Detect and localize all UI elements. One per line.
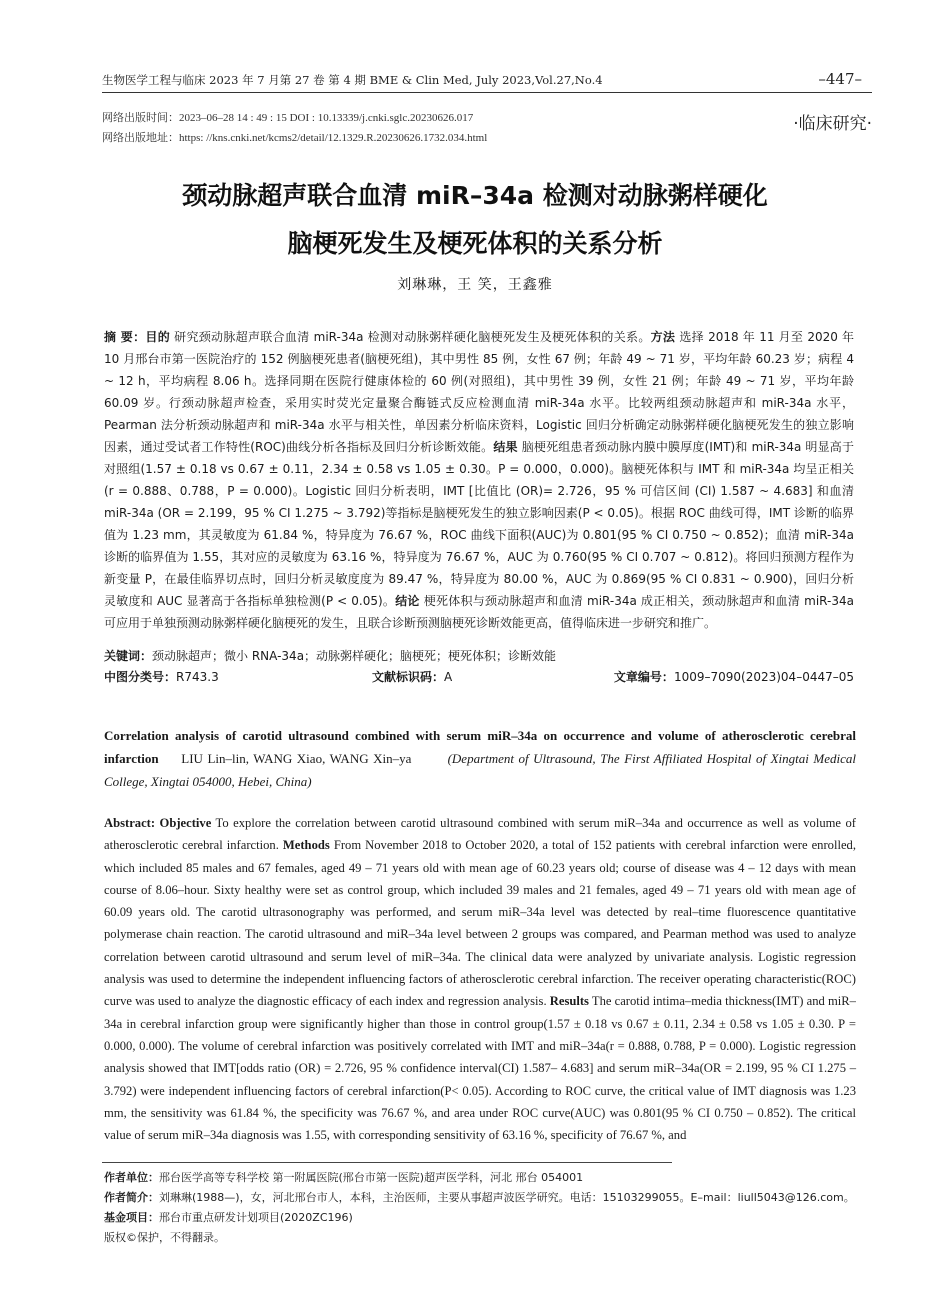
objective-text: 研究颈动脉超声联合血清 miR-34a 检测对动脉粥样硬化脑梗死发生及梗死体积的关系。 <box>170 330 651 344</box>
online-time: 网络出版时间：2023–06–28 14 : 49 : 15 DOI : 10.13339/j.cnki.sglc.20230626.017 <box>102 112 474 124</box>
fund-text: 邢台市重点研发计划项目(2020ZC196) <box>159 1211 353 1224</box>
title-line-1: 颈动脉超声联合血清 miR–34a 检测对动脉粥样硬化 <box>182 181 768 210</box>
methods-text: 选择 2018 年 11 月至 2020 年 10 月邢台市第一医院治疗的 152 例脑梗死患者(脑梗死组)，其中男性 85 例，女性 67 例；年龄 49 ~ 71 岁，平均年龄 60.23 岁；病程 4 ~ 12 h，平均病程 8.06 h。选择同期在医院行健康体检的 60 例(对照组)，其中男性 39 例，女性 21 例；年龄 49 ~ 71 岁，平均年龄 60.09 岁。行颈动脉超声检查，采用实时荧光定量聚合酶链式反应检测血清 miR-34a 水平。比较两组颈动脉超声和 miR-34a 水平，Pearman 法分析颈动脉超声和 miR-34a 水平与相关性，单因素分析临床资料，Logistic 回归分析确定动脉粥样硬化脑梗死发生的独立影响因素，通过受试者工作特性(ROC)曲线分析各指标及回归分析诊断效能。 <box>104 330 854 454</box>
en-results-label: Results <box>549 994 589 1009</box>
article-number <box>614 668 854 685</box>
english-authors: LIU Lin–lin, WANG Xiao, WANG Xin–ya <box>181 751 412 766</box>
article-label: 文章编号： <box>613 670 674 684</box>
results-text: 脑梗死组患者颈动脉内膜中膜厚度(IMT)和 miR-34a 明显高于对照组(1.57 ± 0.18 vs 0.67 ± 0.11，2.34 ± 0.58 vs 1.05 ± 0.30。P = 0.000，0.000)。脑梗死体积与 IMT 和 miR-34a 均呈正相关(r = 0.888、0.788，P = 0.000)。Logistic 回归分析表明，IMT [比值比 (OR)= 2.726，95 % 可信区间 (CI) 1.587 ~ 4.683] 和血清 miR-34a (OR = 2.199，95 % CI 1.275 ~ 3.792)等指标是脑梗死发生的独立影响因素(P < 0.05)。根据 ROC 曲线可得，IMT 诊断的临界值为 1.23 mm，其灵敏度为 61.84 %，特异度为 76.67 %，ROC 曲线下面积(AUC)为 0.801(95 % CI 0.750 ~ 0.852)；血清 miR-34a 诊断的临界值为 1.55，其对应的灵敏度为 63.16 %，特异度为 76.67 %，AUC 为 0.760(95 % CI 0.707 ~ 0.812)。将回归预测方程作为新变量 P，在最佳临界切点时，回归分析灵敏度度为 89.47 %，特异度为 80.00 %，AUC 为 0.869(95 % CI 0.831 ~ 0.900)，回归分析灵敏度和 AUC 显著高于各指标单独检测(P < 0.05)。 <box>104 440 854 608</box>
fund-project <box>104 1208 864 1228</box>
copyright-notice: 版权©保护，不得翻录。 <box>104 1231 225 1244</box>
footnotes <box>104 1168 864 1248</box>
article-value: 1009–7090(2023)04–0447–05 <box>673 670 854 684</box>
english-title: Correlation analysis of carotid ultrasound combined with serum miR–34a on occurrence and volume of atherosclerotic cerebral infarction <box>104 728 856 766</box>
doc-label: 文献标识码： <box>372 670 445 684</box>
results-label: 结果 <box>493 440 518 454</box>
clc-value: R743.3 <box>176 670 219 684</box>
title-line-2: 脑梗死发生及梗死体积的关系分析 <box>287 229 663 258</box>
clc-label: 中图分类号： <box>104 670 177 684</box>
author-bio <box>104 1188 864 1208</box>
doc-value: A <box>444 670 453 684</box>
clc-number <box>104 668 219 685</box>
publication-info <box>102 108 487 148</box>
english-title-block <box>104 724 856 793</box>
bio-text: 刘琳琳(1988—)，女，河北邢台市人，本科，主治医师，主要从事超声波医学研究。电话：15103299055。E–mail：liull5043@126.com。 <box>159 1191 855 1204</box>
online-url: 网络出版地址：https: //kns.cnki.net/kcms2/detail/12.1329.R.20230626.1732.034.html <box>102 132 488 144</box>
keywords-label: 关键词： <box>104 649 153 663</box>
footnote-rule <box>102 1162 672 1163</box>
document-code <box>372 668 452 685</box>
keywords-text: 颈动脉超声；微小 RNA-34a；动脉粥样硬化；脑梗死；梗死体积；诊断效能 <box>152 649 557 663</box>
section-label: ·临床研究· <box>793 114 872 134</box>
en-results-text: The carotid intima–media thickness(IMT) and miR–34a in cerebral infarction group were significantly higher than those in control group(1.57 ± 0.18 vs 0.67 ± 0.11, 2.34 ± 0.58 vs 1.05 ± 0.30. P = 0.000, 0.000). The volume of cerebral infarction was positively correlated with IMT and miR–34a(r = 0.888, 0.788, P = 0.000). Logistic regression analysis showed that IMT[odds ratio (OR) = 2.726, 95 % confidence interval(CI) 1.587– 4.683] and serum miR–34a(OR = 2.199, 95 % CI 1.275 – 3.792) were independent influencing factors of cerebral infarction(P< 0.05). According to ROC curve, the critical value of IMT diagnosis was 1.23 mm, the sensitivity was 61.84 %, the specificity was 76.67 %, and area under ROC curve(AUC) was 0.801(95 % CI 0.750 – 0.852). The critical value of serum miR–34a diagnosis was 1.55, with corresponding sensitivity of 63.16 %, specificity of 76.67 %, and <box>104 994 856 1143</box>
english-abstract <box>104 812 856 1146</box>
page-number: –447– <box>818 70 862 88</box>
running-header <box>102 70 862 88</box>
fund-label: 基金项目： <box>104 1211 159 1224</box>
article-title <box>60 172 890 268</box>
author-list: 刘琳琳，王 笑，王鑫雅 <box>397 277 553 293</box>
journal-running-title: 生物医学工程与临床 2023 年 7 月第 27 卷 第 4 期 BME & Clin Med, July 2023,Vol.27,No.4 <box>102 73 603 87</box>
keywords <box>104 647 854 664</box>
author-unit <box>104 1168 864 1188</box>
abstract-label: 摘 要：目的 <box>104 330 171 344</box>
bio-label: 作者简介： <box>104 1191 159 1204</box>
methods-label: 方法 <box>650 330 676 344</box>
en-methods-label: Methods <box>282 838 330 853</box>
english-affiliation: (Department of Ultrasound, The First Affiliated Hospital of Xingtai Medical College, Xingtai 054000, Hebei, China) <box>104 751 856 789</box>
en-abstract-label: Abstract: Objective <box>104 816 212 830</box>
en-objective-text: To explore the correlation between carotid ultrasound combined with serum miR–34a and occurrence as well as volume of atherosclerotic cerebral infarction. <box>104 816 856 853</box>
en-methods-text: From November 2018 to October 2020, a total of 152 patients with cerebral infarction were enrolled, which included 85 males and 67 females, aged 49 – 71 years old with mean age of 60.23 years old; course of disease was 4 – 12 days with mean course of 8.06–hour. Sixty healthy were set as control group, which included 39 males and 21 females, aged 49 – 71 years old with mean age of 60.09 years old. The carotid ultrasonography was performed, and serum miR–34a level was detected by real–time fluorescence quantitative polymerase chain reaction. The carotid ultrasound and miR–34a level between 2 groups was compared, and Pearman method was used to analyze correlation between carotid ultrasound and serum level of miR–34a. The clinical data were analyzed by univariate analysis. Logistic regression analysis was used to determine the independent influencing factors of atherosclerotic cerebral infarction. The receiver operating characteristic(ROC) curve was used to analyze the diagnostic efficacy of each index and regression analysis. <box>104 838 856 1009</box>
header-rule <box>102 92 872 93</box>
conclusion-text: 梗死体积与颈动脉超声和血清 miR-34a 成正相关，颈动脉超声和血清 miR-34a 可应用于单独预测动脉粥样硬化脑梗死的发生，且联合诊断预测脑梗死诊断效能更高，值得临床进一步研究和推广。 <box>104 594 854 630</box>
unit-label: 作者单位： <box>104 1171 159 1184</box>
unit-text: 邢台医学高等专科学校 第一附属医院(邢台市第一医院)超声医学科，河北 邢台 054001 <box>159 1171 584 1184</box>
chinese-abstract <box>104 326 854 634</box>
conclusion-label: 结论 <box>395 594 420 608</box>
